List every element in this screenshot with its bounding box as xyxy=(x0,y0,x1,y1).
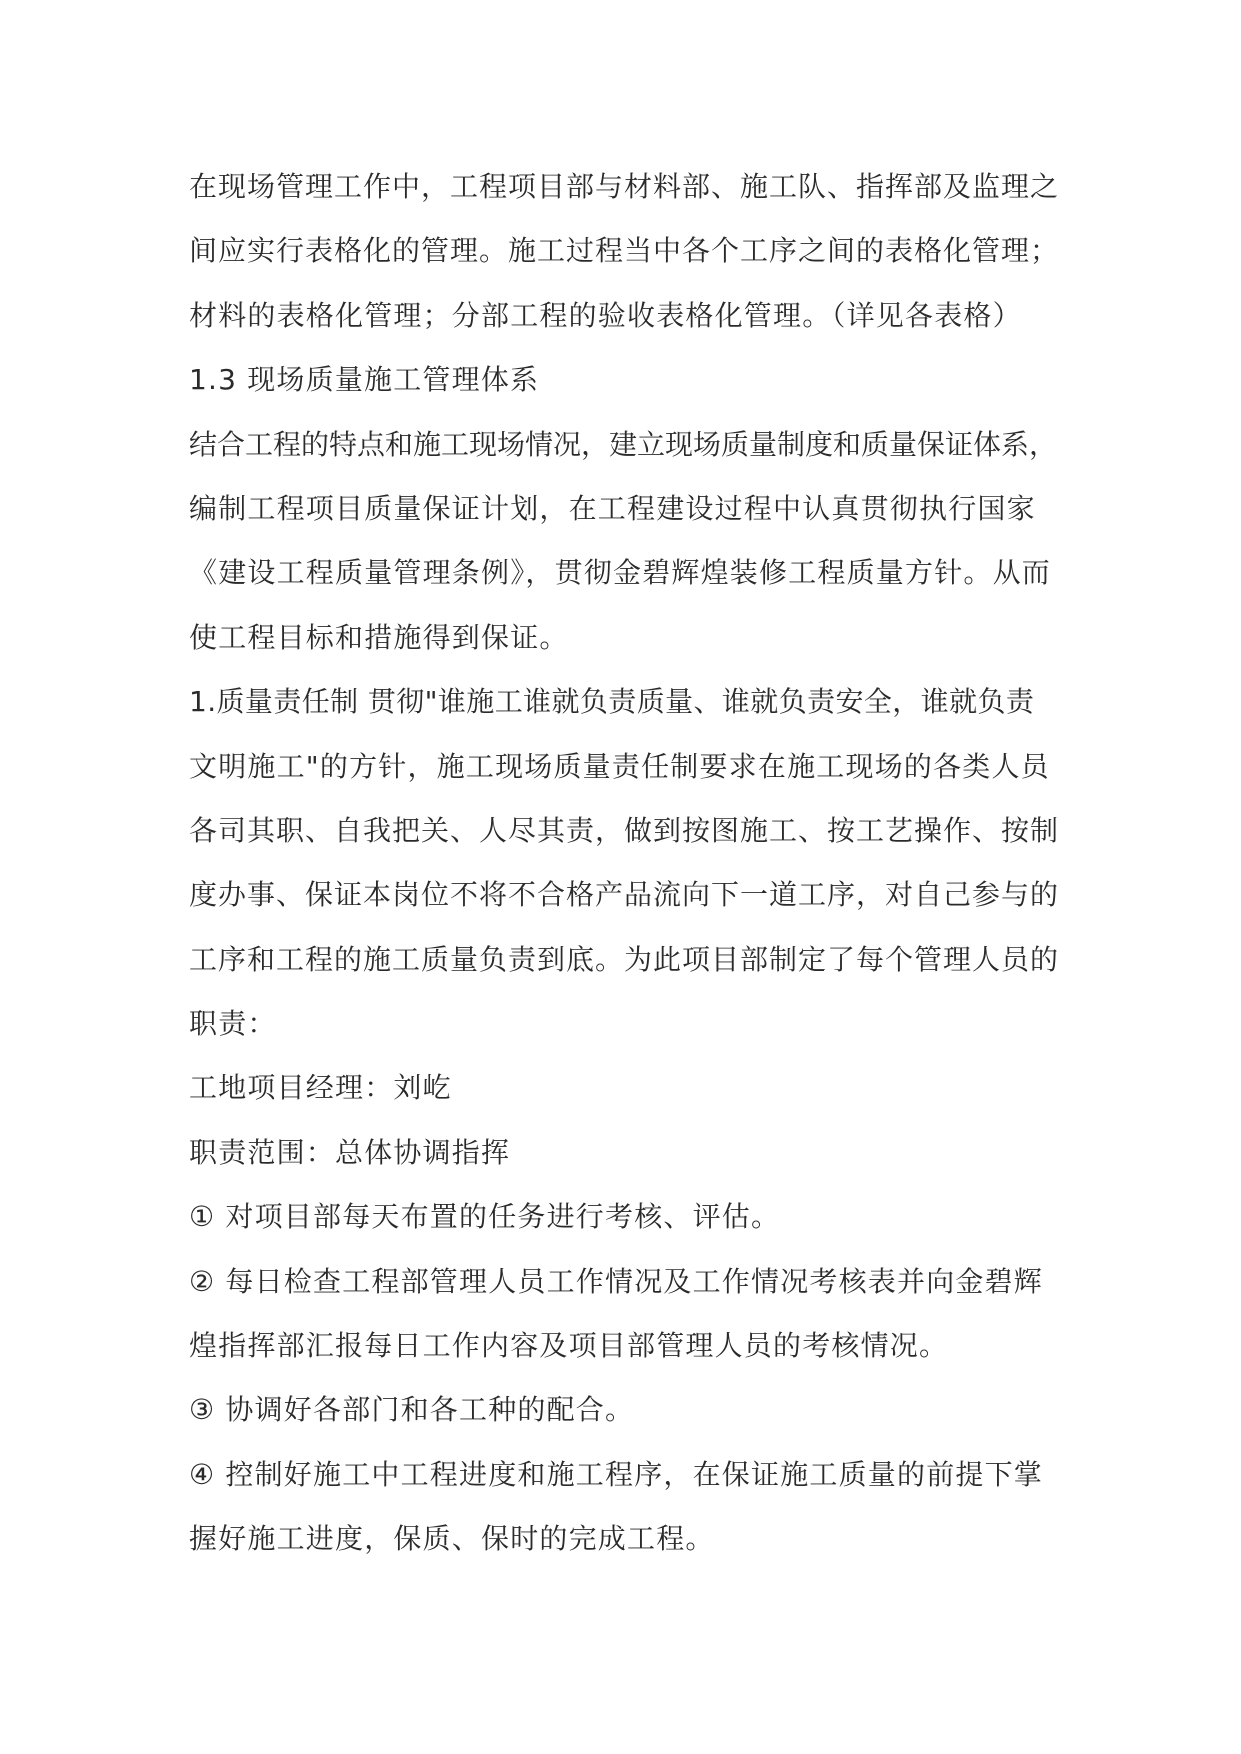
paragraph-line: 工序和工程的施工质量负责到底。为此项目部制定了每个管理人员的 xyxy=(189,942,1060,976)
paragraph-line: 职责： xyxy=(189,1007,277,1041)
paragraph-line: 文明施工"的方针，施工现场质量责任制要求在施工现场的各类人员 xyxy=(189,749,1050,783)
list-item: ③ 协调好各部门和各工种的配合。 xyxy=(189,1393,635,1427)
list-item-continuation: 握好施工进度，保质、保时的完成工程。 xyxy=(189,1522,715,1556)
section-heading: 1.3 现场质量施工管理体系 xyxy=(189,363,540,397)
paragraph-line: 结合工程的特点和施工现场情况，建立现场质量制度和质量保证体系， xyxy=(189,427,1058,461)
paragraph-line: 1.质量责任制 贯彻"谁施工谁就负责质量、谁就负责安全，谁就负责 xyxy=(189,685,1035,719)
list-item: ④ 控制好施工中工程进度和施工程序，在保证施工质量的前提下掌 xyxy=(189,1457,1044,1491)
paragraph-line: 间应实行表格化的管理。施工过程当中各个工序之间的表格化管理； xyxy=(189,234,1060,268)
paragraph-line: 编制工程项目质量保证计划，在工程建设过程中认真贯彻执行国家 xyxy=(189,491,1036,525)
document-body xyxy=(189,155,1059,1572)
paragraph-line: 度办事、保证本岗位不将不合格产品流向下一道工序，对自己参与的 xyxy=(189,878,1060,912)
paragraph-line: 职责范围：总体协调指挥 xyxy=(189,1135,511,1169)
paragraph-line: 《建设工程质量管理条例》，贯彻金碧辉煌装修工程质量方针。从而 xyxy=(189,556,1052,590)
paragraph-line: 使工程目标和措施得到保证。 xyxy=(189,620,569,654)
paragraph-line: 工地项目经理：刘屹 xyxy=(189,1071,452,1105)
list-item: ② 每日检查工程部管理人员工作情况及工作情况考核表并向金碧辉 xyxy=(189,1264,1044,1298)
paragraph-line: 各司其职、自我把关、人尽其责，做到按图施工、按工艺操作、按制 xyxy=(189,813,1060,847)
list-item-continuation: 煌指挥部汇报每日工作内容及项目部管理人员的考核情况。 xyxy=(189,1329,949,1363)
paragraph-line: 在现场管理工作中，工程项目部与材料部、施工队、指挥部及监理之 xyxy=(189,170,1060,203)
paragraph-line: 材料的表格化管理；分部工程的验收表格化管理。（详见各表格） xyxy=(189,298,1022,332)
list-item: ① 对项目部每天布置的任务进行考核、评估。 xyxy=(189,1200,781,1234)
